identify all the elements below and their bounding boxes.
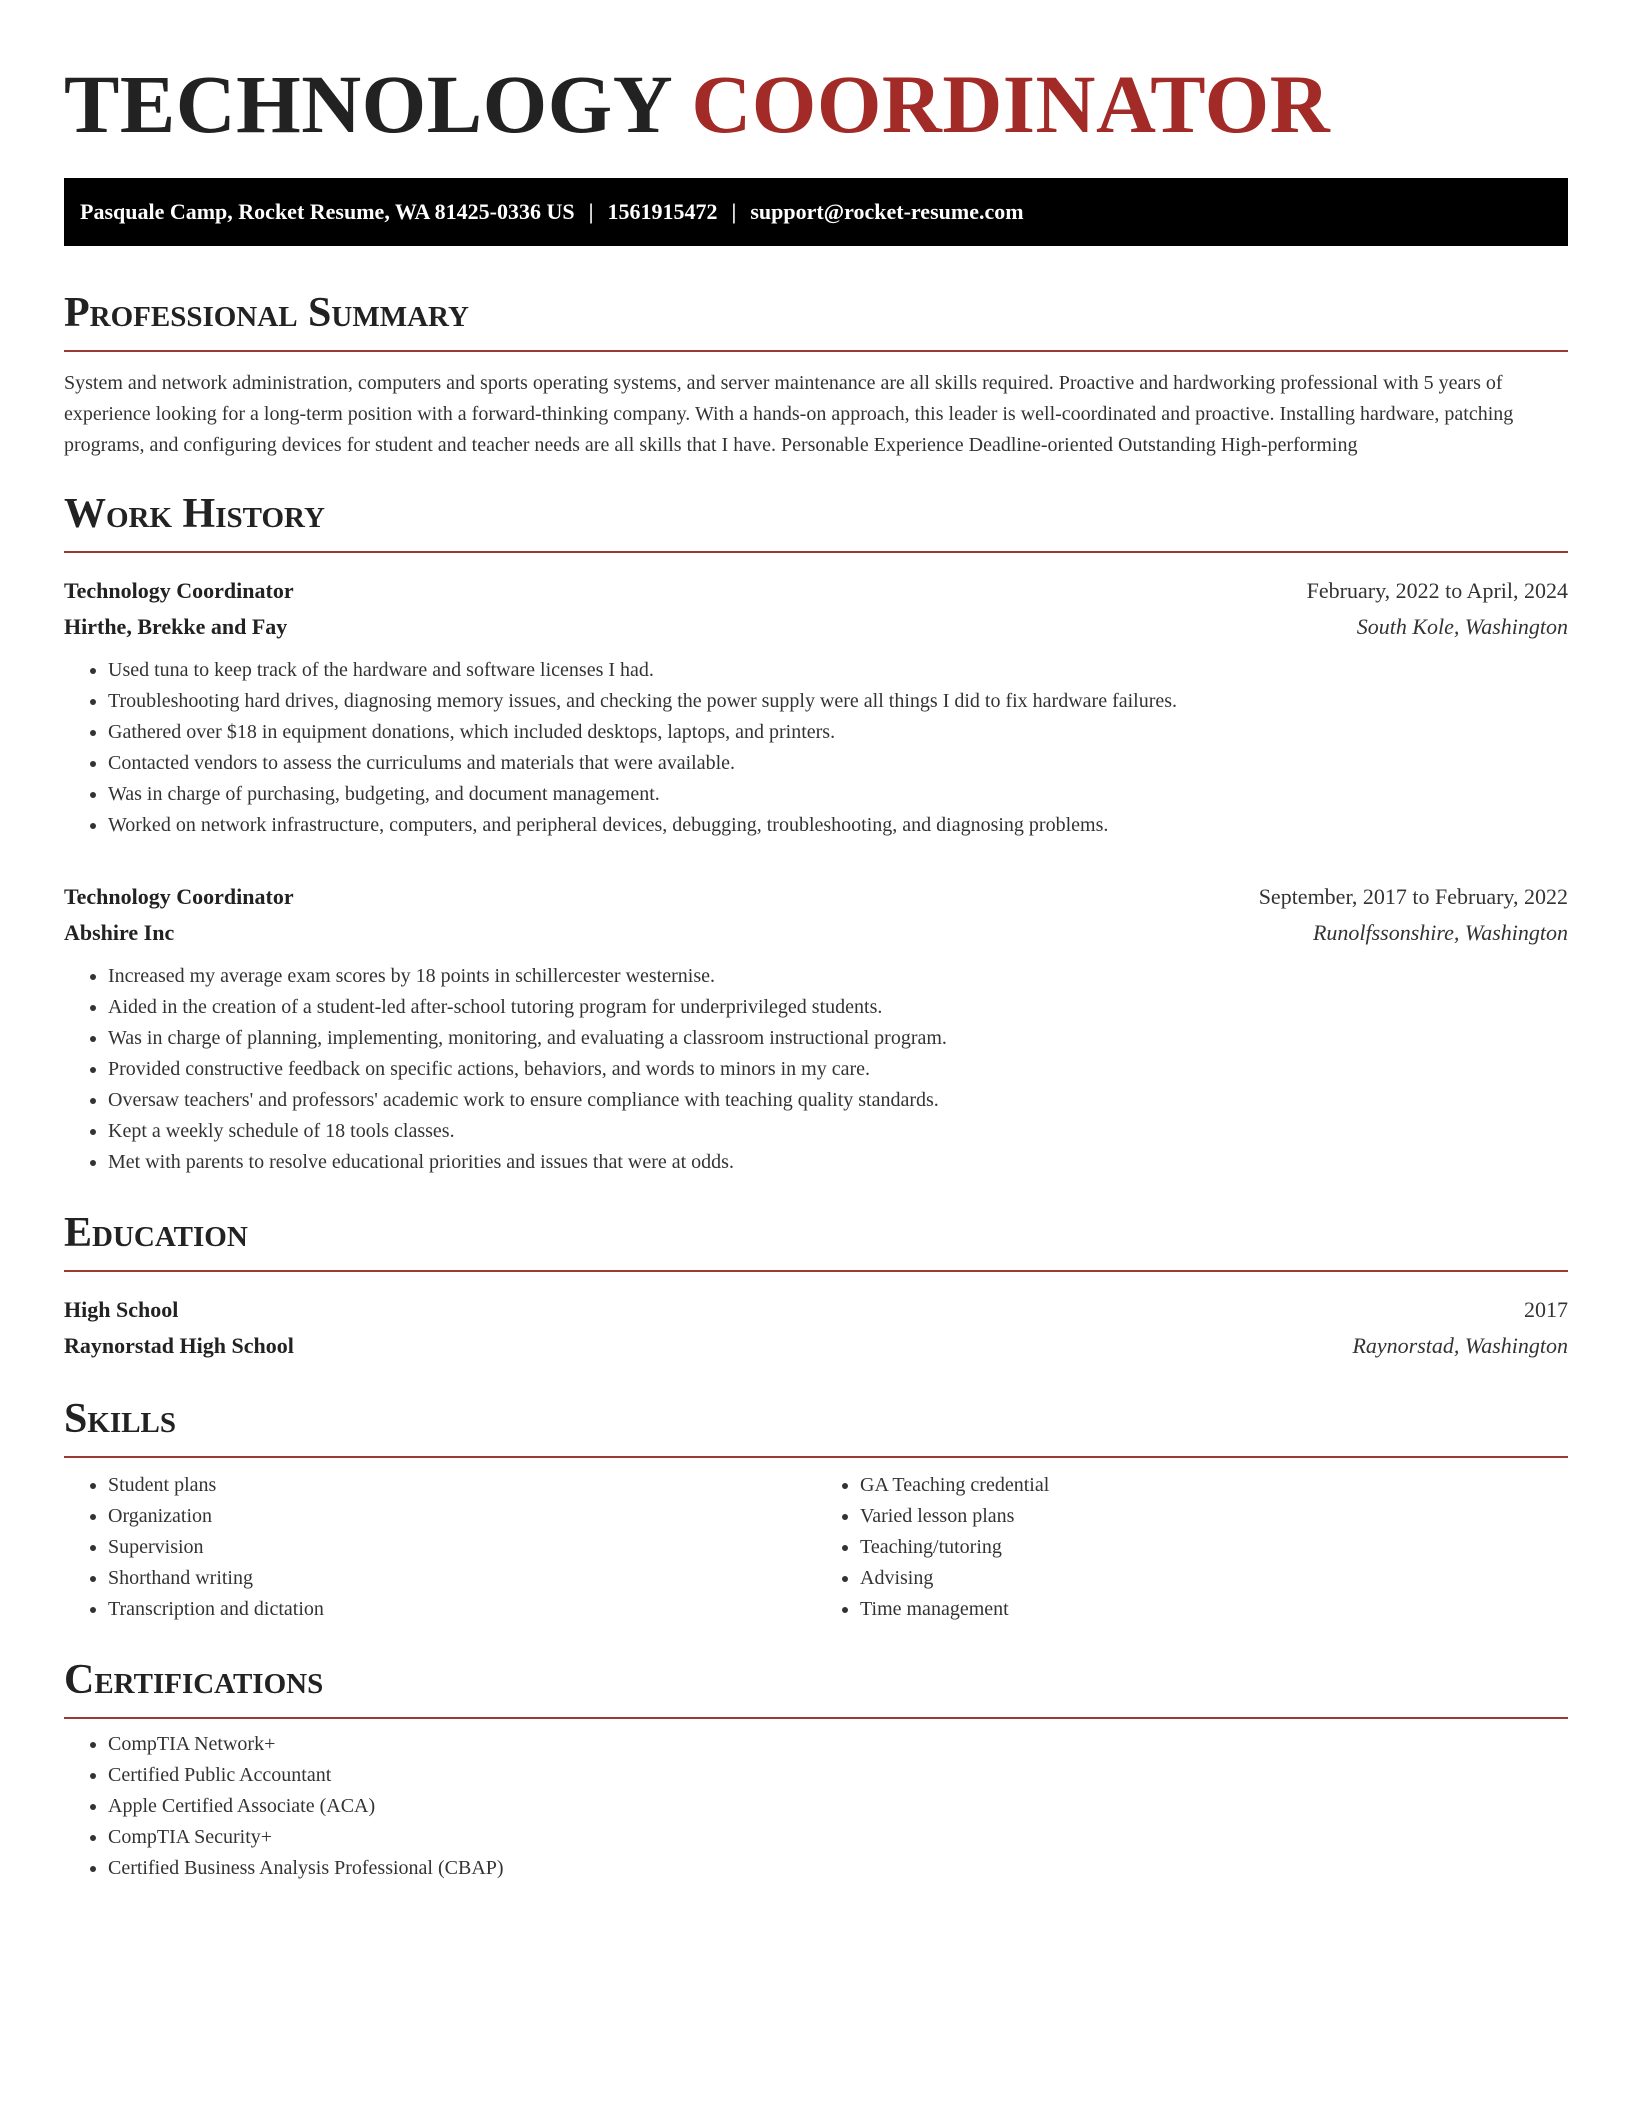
job-duty: • Met with parents to resolve educational priorities and issues that were at odds. — [108, 1147, 1568, 1178]
contact-separator: | — [731, 199, 737, 224]
section-heading-work-history: Work History — [64, 489, 1568, 553]
skill-item: • Supervision — [108, 1532, 816, 1563]
job-duties-list — [64, 655, 1568, 841]
job-duty: • Used tuna to keep track of the hardware and software licenses I had. — [108, 655, 1568, 686]
certification-item: • CompTIA Network+ — [108, 1729, 1568, 1760]
skill-item: • Time management — [860, 1594, 1568, 1625]
job-title-row — [64, 879, 1568, 915]
education-year: 2017 — [1524, 1297, 1568, 1322]
contact-address: Pasquale Camp, Rocket Resume, WA 81425-0336 US — [80, 199, 575, 224]
job-duty: • Provided constructive feedback on specific actions, behaviors, and words to minors in my care. — [108, 1054, 1568, 1085]
title-part-2: COORDINATOR — [691, 58, 1331, 150]
job-entry — [64, 573, 1568, 841]
summary-section — [64, 288, 1568, 461]
contact-separator: | — [588, 199, 594, 224]
job-title: Technology Coordinator — [64, 884, 294, 909]
contact-email[interactable]: support@rocket-resume.com — [750, 199, 1024, 224]
skill-item: • Varied lesson plans — [860, 1501, 1568, 1532]
skill-item: • Transcription and dictation — [108, 1594, 816, 1625]
skill-item: • Teaching/tutoring — [860, 1532, 1568, 1563]
job-duty: • Oversaw teachers' and professors' academic work to ensure compliance with teaching quality standards. — [108, 1085, 1568, 1116]
skill-item: • Advising — [860, 1563, 1568, 1594]
certifications-section — [64, 1655, 1568, 1884]
skill-item: • Organization — [108, 1501, 816, 1532]
contact-phone[interactable]: 1561915472 — [607, 199, 718, 224]
job-duty: • Increased my average exam scores by 18 points in schillercester westernise. — [108, 961, 1568, 992]
skill-item: • Student plans — [108, 1470, 816, 1501]
education-entry — [64, 1292, 1568, 1364]
education-degree: High School — [64, 1297, 179, 1322]
skill-item: • Shorthand writing — [108, 1563, 816, 1594]
job-duty: • Gathered over $18 in equipment donations, which included desktops, laptops, and printers. — [108, 717, 1568, 748]
job-dates: February, 2022 to April, 2024 — [1306, 578, 1568, 603]
job-company-row — [64, 609, 1568, 645]
section-heading-summary: Professional Summary — [64, 288, 1568, 352]
skill-item: • GA Teaching credential — [860, 1470, 1568, 1501]
job-title-row — [64, 573, 1568, 609]
job-duty: • Kept a weekly schedule of 18 tools classes. — [108, 1116, 1568, 1147]
skills-list-right — [816, 1470, 1568, 1625]
job-company: Abshire Inc — [64, 920, 175, 945]
job-location: South Kole, Washington — [1356, 614, 1568, 639]
education-section — [64, 1208, 1568, 1364]
education-location: Raynorstad, Washington — [1352, 1333, 1568, 1358]
skills-section — [64, 1394, 1568, 1625]
resume-title — [64, 56, 1568, 152]
job-company-row — [64, 915, 1568, 951]
job-duty: • Was in charge of purchasing, budgeting, and document management. — [108, 779, 1568, 810]
job-company: Hirthe, Brekke and Fay — [64, 614, 288, 639]
certification-item: • Apple Certified Associate (ACA) — [108, 1791, 1568, 1822]
job-duty: • Troubleshooting hard drives, diagnosing memory issues, and checking the power supply were all things I did to fix hardware failures. — [108, 686, 1568, 717]
resume-page — [64, 0, 1568, 1884]
job-duty: • Aided in the creation of a student-led after-school tutoring program for underprivileged students. — [108, 992, 1568, 1023]
skills-list-left — [64, 1470, 816, 1625]
certification-item: • Certified Business Analysis Professional (CBAP) — [108, 1853, 1568, 1884]
contact-bar — [64, 178, 1568, 246]
skills-columns — [64, 1470, 1568, 1625]
education-degree-row — [64, 1292, 1568, 1328]
job-duty: • Worked on network infrastructure, computers, and peripheral devices, debugging, troubleshooting, and diagnosing problems. — [108, 810, 1568, 841]
job-location: Runolfssonshire, Washington — [1312, 920, 1568, 945]
job-title: Technology Coordinator — [64, 578, 294, 603]
job-duties-list — [64, 961, 1568, 1178]
education-school: Raynorstad High School — [64, 1333, 294, 1358]
education-school-row — [64, 1328, 1568, 1364]
job-duty: • Contacted vendors to assess the curriculums and materials that were available. — [108, 748, 1568, 779]
job-duty: • Was in charge of planning, implementing, monitoring, and evaluating a classroom instructional program. — [108, 1023, 1568, 1054]
summary-text: System and network administration, computers and sports operating systems, and server maintenance are all skills required. Proactive and hardworking professional with 5 years of experience looking for a long-term position with a forward-thinking company. With a hands-on approach, this leader is well-coordinated and proactive. Installing hardware, patching programs, and configuring devices for student and teacher needs are all skills that I have. Personable Experience Deadline-oriented Outstanding High-performing — [64, 372, 1514, 456]
job-entry — [64, 879, 1568, 1178]
section-heading-certifications: Certifications — [64, 1655, 1568, 1719]
work-history-section — [64, 489, 1568, 1178]
section-heading-education: Education — [64, 1208, 1568, 1272]
job-dates: September, 2017 to February, 2022 — [1258, 884, 1568, 909]
title-part-1: TECHNOLOGY — [64, 58, 671, 150]
certification-item: • Certified Public Accountant — [108, 1760, 1568, 1791]
certifications-list — [64, 1729, 1568, 1884]
certification-item: • CompTIA Security+ — [108, 1822, 1568, 1853]
section-heading-skills: Skills — [64, 1394, 1568, 1458]
